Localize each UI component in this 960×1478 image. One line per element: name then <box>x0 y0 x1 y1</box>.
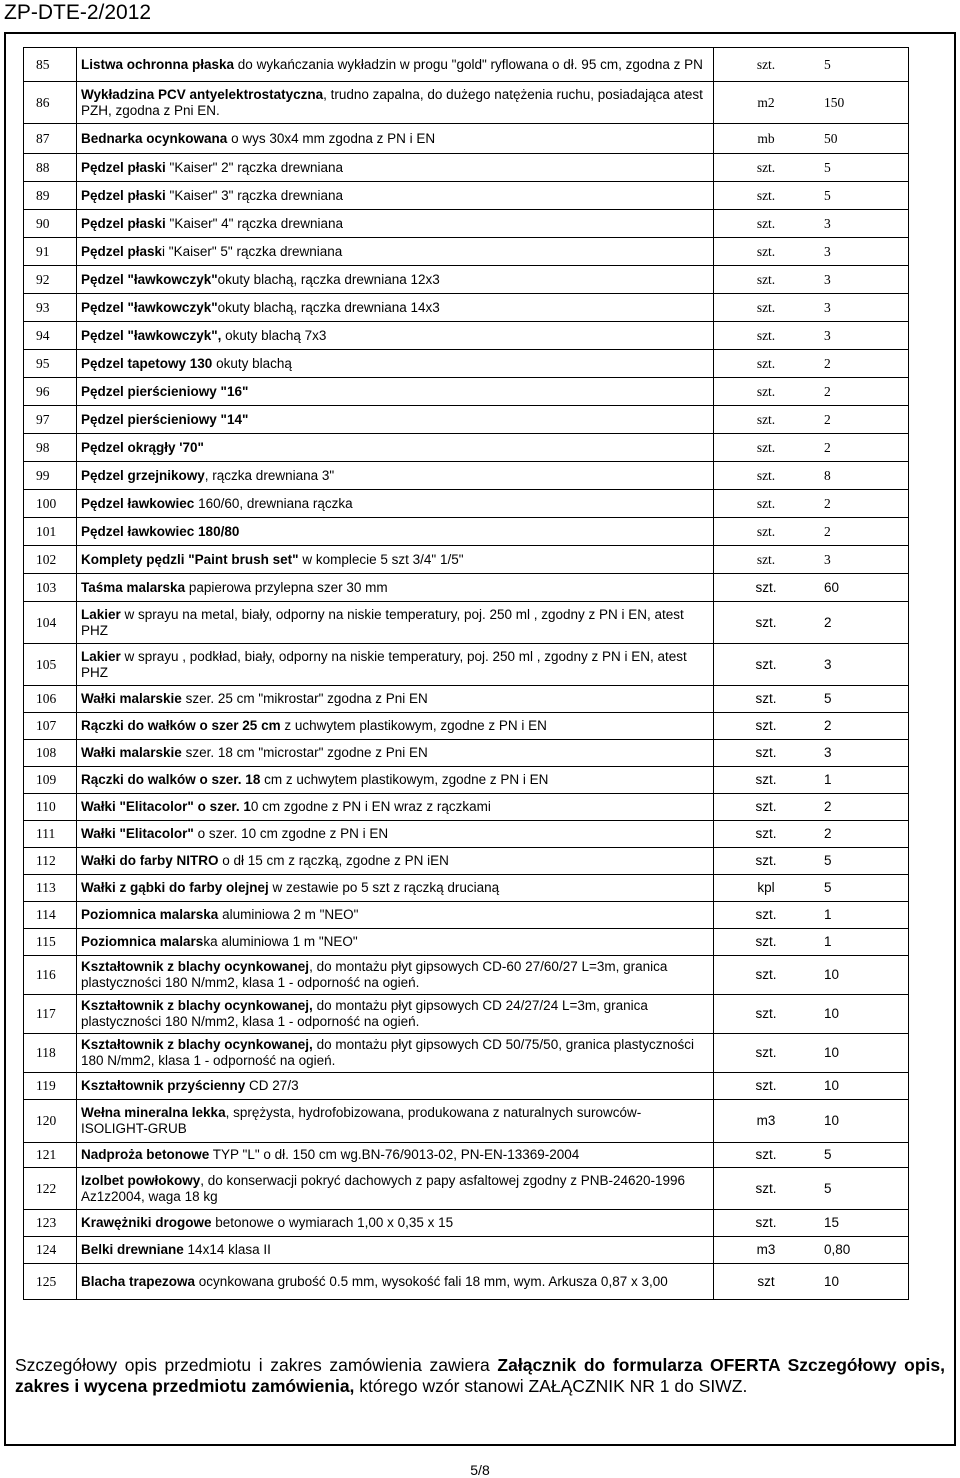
item-name: Listwa ochronna płaska <box>81 56 235 72</box>
item-details: okuty blachą, rączka drewniana 12x3 <box>217 271 440 287</box>
item-description <box>77 821 714 848</box>
item-details: szer. 18 cm "microstar" zgodne z Pni EN <box>181 745 428 760</box>
table-row <box>24 238 909 266</box>
table-row <box>24 821 909 848</box>
item-details: papierowa przylepna szer 30 mm <box>185 579 388 595</box>
item-unit: szt. <box>756 243 776 259</box>
item-quantity: 5 <box>818 182 909 210</box>
item-unit: kpl <box>757 880 775 895</box>
item-description <box>77 740 714 767</box>
item-quantity: 3 <box>818 322 909 350</box>
item-quantity: 1 <box>818 902 909 929</box>
table-row <box>24 462 909 490</box>
item-details: okuty blachą, rączka drewniana 14x3 <box>217 299 440 315</box>
row-number: 86 <box>24 82 77 124</box>
item-name: Lakier <box>81 606 121 622</box>
item-name: Wałki z gąbki do farby olejnej <box>81 880 269 895</box>
item-name: Pędzel ławkowiec 180/80 <box>81 523 240 539</box>
table-row <box>24 995 909 1034</box>
item-description <box>77 1143 714 1168</box>
item-unit: szt. <box>755 1147 777 1162</box>
item-details: "Kaiser" 3" rączka drewniana <box>165 187 344 203</box>
item-details: okuty blachą 7x3 <box>221 327 327 343</box>
item-name: Nadproża betonowe <box>81 1147 210 1162</box>
item-description <box>77 848 714 875</box>
item-details: z uchwytem plastikowym, zgodne z PN i EN <box>280 718 547 733</box>
item-details: o wys 30x4 mm zgodna z PN i EN <box>227 130 436 146</box>
item-quantity: 2 <box>818 490 909 518</box>
item-description <box>77 1237 714 1264</box>
row-number: 120 <box>24 1100 77 1143</box>
item-quantity: 3 <box>818 644 909 686</box>
item-name: Wałki malarskie <box>81 745 182 760</box>
item-unit: szt. <box>755 579 777 595</box>
item-quantity: 2 <box>818 378 909 406</box>
item-quantity: 150 <box>818 82 909 124</box>
row-number: 110 <box>24 794 77 821</box>
item-unit: szt. <box>755 1045 777 1060</box>
row-number: 112 <box>24 848 77 875</box>
item-name: Kształtownik z blachy ocynkowanej, <box>81 1037 313 1052</box>
item-name: Poziomnica malarska <box>81 907 219 922</box>
item-name: Krawężniki drogowe <box>81 1215 212 1230</box>
item-quantity: 10 <box>818 1100 909 1143</box>
item-unit: szt. <box>755 826 777 841</box>
row-number: 88 <box>24 154 77 182</box>
item-unit: szt. <box>756 411 776 427</box>
item-quantity: 10 <box>818 1264 909 1300</box>
item-name: Pędzel pierścieniowy "16" <box>81 383 249 399</box>
item-unit: szt. <box>755 1006 777 1021</box>
item-quantity: 3 <box>818 238 909 266</box>
item-name: Kształtownik przyścienny <box>81 1078 246 1093</box>
item-quantity: 15 <box>818 1210 909 1237</box>
item-unit: szt. <box>756 355 776 371</box>
table-row <box>24 124 909 154</box>
table-row <box>24 266 909 294</box>
row-number: 107 <box>24 713 77 740</box>
item-quantity: 2 <box>818 434 909 462</box>
item-description <box>77 294 714 322</box>
item-unit: szt. <box>755 772 777 787</box>
item-unit: szt. <box>756 299 776 315</box>
item-quantity: 5 <box>818 848 909 875</box>
item-unit: szt. <box>755 799 777 814</box>
item-name: Bednarka ocynkowana <box>81 130 228 146</box>
item-details: cm z uchwytem plastikowym, zgodne z PN i EN <box>260 772 549 787</box>
item-name: Pędzel ławkowiec <box>81 495 195 511</box>
item-quantity: 5 <box>818 48 909 82</box>
row-number: 98 <box>24 434 77 462</box>
row-number: 116 <box>24 956 77 995</box>
item-description <box>77 434 714 462</box>
item-quantity: 0,80 <box>818 1237 909 1264</box>
item-quantity: 2 <box>818 794 909 821</box>
row-number: 118 <box>24 1034 77 1073</box>
item-description <box>77 350 714 378</box>
item-details: 160/60, drewniana rączka <box>194 495 353 511</box>
row-number: 123 <box>24 1210 77 1237</box>
item-details: 0 cm zgodne z PN i EN wraz z rączkami <box>250 799 491 814</box>
item-name: Poziomnica malars <box>81 934 204 949</box>
item-name: Pędzel "ławkowczyk", <box>81 327 222 343</box>
row-number: 89 <box>24 182 77 210</box>
row-number: 93 <box>24 294 77 322</box>
table-row <box>24 182 909 210</box>
item-quantity: 10 <box>818 995 909 1034</box>
item-unit: szt. <box>755 934 777 949</box>
document-id: ZP-DTE-2/2012 <box>4 1 152 24</box>
row-number: 111 <box>24 821 77 848</box>
item-description <box>77 210 714 238</box>
item-name: Wełna mineralna lekka <box>81 1105 226 1120</box>
item-quantity: 1 <box>818 929 909 956</box>
table-row <box>24 644 909 686</box>
row-number: 117 <box>24 995 77 1034</box>
item-description <box>77 794 714 821</box>
item-unit: szt. <box>755 691 777 706</box>
table-row <box>24 740 909 767</box>
item-description <box>77 1168 714 1210</box>
item-details: do montażu płyt gipsowych CD 50/75/50, granica plastyczności 180 N/mm2, klasa 1 - odporność na ogień. <box>81 1037 695 1068</box>
item-quantity: 2 <box>818 350 909 378</box>
items-table <box>23 47 909 1300</box>
row-number: 99 <box>24 462 77 490</box>
item-quantity: 5 <box>818 686 909 713</box>
row-number: 122 <box>24 1168 77 1210</box>
table-row <box>24 1237 909 1264</box>
item-quantity: 2 <box>818 821 909 848</box>
table-row <box>24 875 909 902</box>
item-unit: szt. <box>756 327 776 343</box>
item-name: Komplety pędzli "Paint brush set" <box>81 551 299 567</box>
table-row <box>24 350 909 378</box>
table-row <box>24 686 909 713</box>
table-row <box>24 794 909 821</box>
item-unit: mb <box>757 130 775 146</box>
item-name: Lakier <box>81 648 121 664</box>
item-description <box>77 1264 714 1300</box>
item-name: Wałki "Elitacolor" o szer. 1 <box>81 799 251 814</box>
item-quantity: 3 <box>818 546 909 574</box>
item-description <box>77 490 714 518</box>
row-number: 104 <box>24 602 77 644</box>
item-name: Pędzel grzejnikowy <box>81 467 205 483</box>
item-name: Pędzel płaski <box>81 159 166 175</box>
item-name: Pędzel tapetowy 130 <box>81 355 213 371</box>
item-quantity: 5 <box>818 154 909 182</box>
item-unit: szt. <box>756 383 776 399</box>
row-number: 100 <box>24 490 77 518</box>
item-details: TYP "L" o dł. 150 cm wg.BN-76/9013-02, PN-EN-13369-2004 <box>209 1147 580 1162</box>
row-number: 108 <box>24 740 77 767</box>
item-unit: szt. <box>756 215 776 231</box>
item-quantity: 1 <box>818 767 909 794</box>
item-description <box>77 124 714 154</box>
table-row <box>24 574 909 602</box>
item-description <box>77 182 714 210</box>
item-name: Wałki "Elitacolor" <box>81 826 194 841</box>
item-quantity: 3 <box>818 740 909 767</box>
item-description <box>77 238 714 266</box>
row-number: 103 <box>24 574 77 602</box>
item-unit: szt. <box>756 159 776 175</box>
table-row <box>24 767 909 794</box>
row-number: 115 <box>24 929 77 956</box>
item-name: Wykładzina PCV antyelektrostatyczna <box>81 86 324 102</box>
row-number: 95 <box>24 350 77 378</box>
item-description <box>77 546 714 574</box>
table-row <box>24 546 909 574</box>
item-name: Blacha trapezowa <box>81 1273 196 1289</box>
table-row <box>24 602 909 644</box>
item-name: Rączki do walków o szer. 18 <box>81 772 261 787</box>
item-unit: szt. <box>756 495 776 511</box>
item-name: Kształtownik z blachy ocynkowanej <box>81 959 310 974</box>
row-number: 87 <box>24 124 77 154</box>
document-header <box>0 0 960 28</box>
item-details: "Kaiser" 4" rączka drewniana <box>165 215 344 231</box>
row-number: 91 <box>24 238 77 266</box>
item-quantity: 3 <box>818 294 909 322</box>
item-details: , do montażu płyt gipsowych CD-60 27/60/27 L=3m, granica plastyczności 180 N/mm2, klasa 1 - odporność na ogień. <box>81 959 668 990</box>
item-details: "Kaiser" 2" rączka drewniana <box>165 159 344 175</box>
item-details: , trudno zapalna, do dużego natężenia ruchu, posiadająca atest PZH, zgodna z Pni EN. <box>81 86 703 118</box>
item-details: , sprężysta, hydrofobizowana, produkowana z naturalnych surowców- ISOLIGHT-GRUB <box>81 1105 642 1136</box>
item-description <box>77 956 714 995</box>
row-number: 90 <box>24 210 77 238</box>
footer-text-end: którego wzór stanowi ZAŁĄCZNIK NR 1 do SIWZ. <box>354 1376 748 1396</box>
item-quantity: 2 <box>818 713 909 740</box>
item-name: Pędzel płask <box>81 243 163 259</box>
item-quantity: 5 <box>818 1143 909 1168</box>
table-row <box>24 929 909 956</box>
item-details: w sprayu , podkład, biały, odporny na niskie temperatury, poj. 250 ml , zgodny z PN i EN, atest PHZ <box>81 648 687 680</box>
item-description <box>77 266 714 294</box>
row-number: 113 <box>24 875 77 902</box>
item-description <box>77 1210 714 1237</box>
table-row <box>24 956 909 995</box>
table-row <box>24 82 909 124</box>
item-name: Pędzel płaski <box>81 215 166 231</box>
item-details: ocynkowana grubość 0.5 mm, wysokość fali 18 mm, wym. Arkusza 0,87 x 3,00 <box>195 1273 668 1289</box>
item-name: Pędzel "ławkowczyk" <box>81 299 218 315</box>
item-name: Pędzel okrągły '70" <box>81 439 204 455</box>
item-name: Rączki do wałków o szer 25 cm <box>81 718 281 733</box>
row-number: 96 <box>24 378 77 406</box>
row-number: 114 <box>24 902 77 929</box>
item-description <box>77 1073 714 1100</box>
item-details: o szer. 10 cm zgodne z PN i EN <box>193 826 389 841</box>
table-row <box>24 1264 909 1300</box>
item-unit: m3 <box>756 1242 776 1257</box>
item-description <box>77 902 714 929</box>
table-row <box>24 518 909 546</box>
item-description <box>77 322 714 350</box>
item-description <box>77 1100 714 1143</box>
item-quantity: 5 <box>818 1168 909 1210</box>
row-number: 92 <box>24 266 77 294</box>
item-quantity: 2 <box>818 406 909 434</box>
item-details: CD 27/3 <box>245 1078 299 1093</box>
item-unit: szt. <box>755 1078 777 1093</box>
item-details: szer. 25 cm "mikrostar" zgodna z Pni EN <box>181 691 428 706</box>
table-row <box>24 1143 909 1168</box>
item-unit: m2 <box>757 94 775 110</box>
table-row <box>24 1073 909 1100</box>
item-name: Pędzel płaski <box>81 187 166 203</box>
item-quantity: 2 <box>818 518 909 546</box>
table-row <box>24 713 909 740</box>
item-description <box>77 154 714 182</box>
item-details: do wykańczania wykładzin w progu "gold" ryflowana o dł. 95 cm, zgodna z PN <box>234 56 703 72</box>
item-quantity: 10 <box>818 956 909 995</box>
table-row <box>24 210 909 238</box>
item-description <box>77 875 714 902</box>
item-description <box>77 1034 714 1073</box>
item-unit: szt. <box>755 1180 777 1196</box>
row-number: 125 <box>24 1264 77 1300</box>
item-unit: szt. <box>756 523 776 539</box>
item-description <box>77 574 714 602</box>
item-unit: szt. <box>755 614 777 630</box>
item-description <box>77 644 714 686</box>
table-row <box>24 490 909 518</box>
item-unit: szt. <box>755 967 777 982</box>
row-number: 121 <box>24 1143 77 1168</box>
row-number: 101 <box>24 518 77 546</box>
table-row <box>24 322 909 350</box>
table-row <box>24 48 909 82</box>
item-details: aluminiowa 2 m "NEO" <box>218 907 359 922</box>
item-quantity: 10 <box>818 1034 909 1073</box>
item-unit: szt. <box>756 439 776 455</box>
item-details: ka aluminiowa 1 m "NEO" <box>203 934 358 949</box>
item-quantity: 10 <box>818 1073 909 1100</box>
item-unit: szt. <box>755 745 777 760</box>
page-number: 5/8 <box>470 1462 490 1478</box>
item-description <box>77 48 714 82</box>
table-row <box>24 154 909 182</box>
table-row <box>24 1168 909 1210</box>
table-row <box>24 848 909 875</box>
item-details: o dł 15 cm z rączką, zgodne z PN iEN <box>218 853 449 868</box>
item-quantity: 3 <box>818 210 909 238</box>
item-details: , rączka drewniana 3" <box>204 467 335 483</box>
item-description <box>77 767 714 794</box>
item-unit: szt. <box>755 656 777 672</box>
row-number: 102 <box>24 546 77 574</box>
table-row <box>24 902 909 929</box>
item-name: Pędzel pierścieniowy "14" <box>81 411 249 427</box>
item-unit: szt. <box>756 551 776 567</box>
item-details: 14x14 klasa II <box>183 1242 271 1257</box>
item-unit: m3 <box>756 1113 776 1128</box>
item-details: okuty blachą <box>212 355 292 371</box>
item-name: Wałki malarskie <box>81 691 182 706</box>
item-details: , do konserwacji pokryć dachowych z papy asfaltowej zgodny z PNB-24620-1996 Az1z2004, waga 18 kg <box>81 1172 686 1204</box>
table-row <box>24 378 909 406</box>
item-quantity: 5 <box>818 875 909 902</box>
table-row <box>24 294 909 322</box>
item-description <box>77 602 714 644</box>
item-name: Taśma malarska <box>81 579 186 595</box>
row-number: 94 <box>24 322 77 350</box>
table-row <box>24 1100 909 1143</box>
row-number: 105 <box>24 644 77 686</box>
item-quantity: 50 <box>818 124 909 154</box>
item-name: Wałki do farby NITRO <box>81 853 219 868</box>
row-number: 124 <box>24 1237 77 1264</box>
item-description <box>77 406 714 434</box>
item-unit: szt. <box>756 187 776 203</box>
item-unit: szt <box>757 1273 775 1289</box>
item-unit: szt. <box>756 271 776 287</box>
table-row <box>24 1210 909 1237</box>
item-details: w zestawie po 5 szt z rączką drucianą <box>268 880 500 895</box>
table-row <box>24 434 909 462</box>
item-name: Pędzel "ławkowczyk" <box>81 271 218 287</box>
item-name: Belki drewniane <box>81 1242 184 1257</box>
item-unit: szt. <box>756 56 776 72</box>
item-description <box>77 929 714 956</box>
items-table-body <box>24 48 909 1300</box>
item-details: i "Kaiser" 5" rączka drewniana <box>162 243 343 259</box>
item-description <box>77 82 714 124</box>
table-row <box>24 1034 909 1073</box>
item-unit: szt. <box>755 718 777 733</box>
footer-text-start: Szczegółowy opis przedmiotu i zakres zamówienia zawiera <box>15 1355 498 1375</box>
item-description <box>77 686 714 713</box>
item-name: Izolbet powłokowy <box>81 1172 201 1188</box>
item-quantity: 3 <box>818 266 909 294</box>
row-number: 106 <box>24 686 77 713</box>
item-details: w sprayu na metal, biały, odporny na niskie temperatury, poj. 250 ml , zgodny z PN i EN, atest PHZ <box>81 606 684 638</box>
item-quantity: 60 <box>818 574 909 602</box>
item-description <box>77 462 714 490</box>
item-unit: szt. <box>755 1215 777 1230</box>
item-name: Kształtownik z blachy ocynkowanej, <box>81 998 313 1013</box>
footer-text-bold: Załącznik do formularza OFERTA Szczegółowy opis, zakres i wycena przedmiotu zamówienia, <box>15 1355 945 1396</box>
item-description <box>77 378 714 406</box>
item-unit: szt. <box>755 853 777 868</box>
item-details: w komplecie 5 szt 3/4" 1/5" <box>298 551 464 567</box>
footer-note <box>15 1355 945 1397</box>
item-details: betonowe o wymiarach 1,00 x 0,35 x 15 <box>211 1215 454 1230</box>
item-details: do montażu płyt gipsowych CD 24/27/24 L=3m, granica plastyczności 180 N/mm2, klasa 1 - odporność na ogień. <box>81 998 648 1029</box>
item-unit: szt. <box>755 907 777 922</box>
row-number: 119 <box>24 1073 77 1100</box>
item-description <box>77 713 714 740</box>
item-description <box>77 518 714 546</box>
item-quantity: 8 <box>818 462 909 490</box>
table-row <box>24 406 909 434</box>
row-number: 97 <box>24 406 77 434</box>
item-unit: szt. <box>756 467 776 483</box>
row-number: 85 <box>24 48 77 82</box>
row-number: 109 <box>24 767 77 794</box>
item-description <box>77 995 714 1034</box>
item-quantity: 2 <box>818 602 909 644</box>
